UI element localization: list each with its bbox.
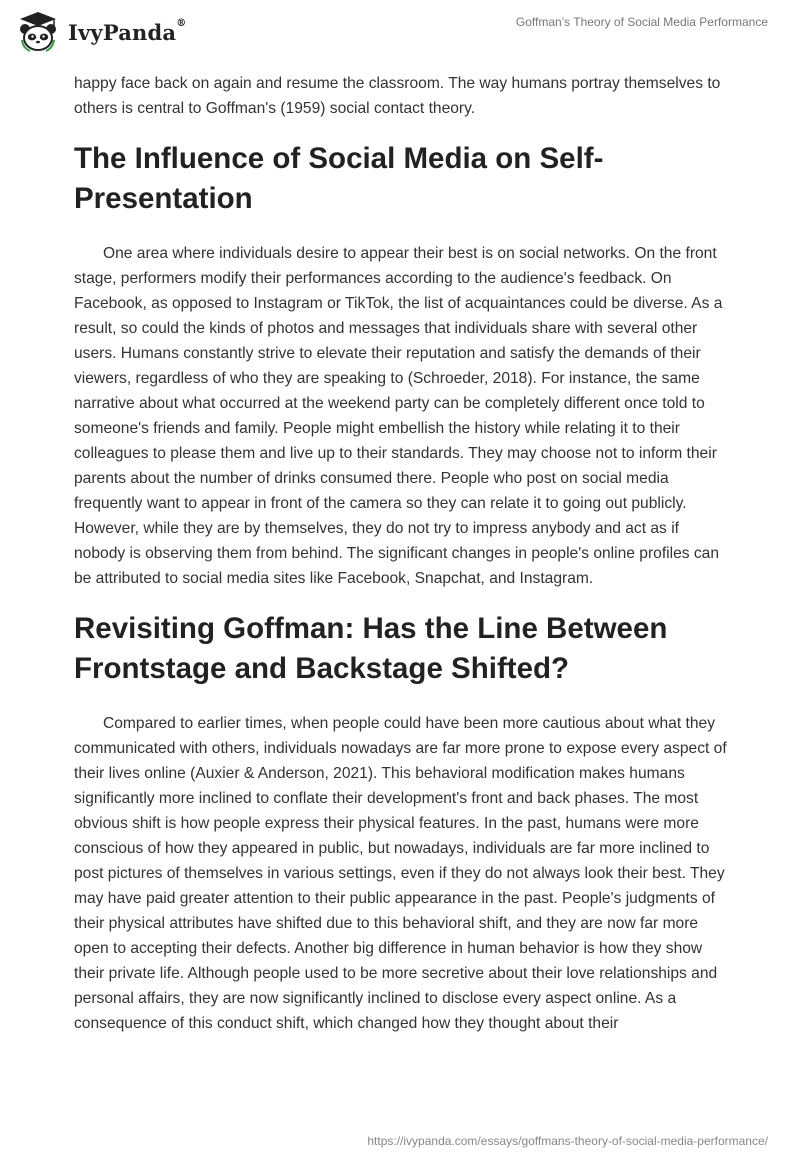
intro-paragraph: happy face back on again and resume the classroom. The way humans portray themselves to others is central to Goffman's (1959) social contact theory. xyxy=(74,75,721,117)
page-header xyxy=(0,0,800,70)
essay-content xyxy=(74,71,734,1036)
source-url[interactable]: https://ivypanda.com/essays/goffmans-theory-of-social-media-performance/ xyxy=(367,1134,768,1148)
brand-logo[interactable] xyxy=(16,10,186,54)
section-paragraph-revisiting: Compared to earlier times, when people could have been more cautious about what they communicated with others, individuals nowadays are far more prone to expose every aspect of their lives online (Auxier & Anderson, 2021). This behavioral modification makes humans significantly more inclined to conflate their development's front and back phases. The most obvious shift is how people express their physical features. In the past, humans were more conscious of how they appeared in public, but nowadays, individuals are far more inclined to post pictures of themselves in various settings, even if they do not always look their best. They may have paid greater attention to their public appearance in the past. People's judgments of their physical attributes have shifted due to this behavioral shift, and they are now far more open to accepting their defects. Another big difference in human behavior is how they show their private life. Although people used to be more secretive about their love relationships and personal affairs, they are now significantly inclined to disclose every aspect online. As a consequence of this conduct shift, which changed how they thought about their xyxy=(74,715,727,1032)
brand-name: IvyPanda® xyxy=(68,17,187,45)
document-title: Goffman’s Theory of Social Media Performance xyxy=(515,15,768,29)
panda-graduate-icon xyxy=(16,10,60,54)
section-paragraph-influence: One area where individuals desire to appear their best is on social networks. On the front stage, performers modify their performances according to the audience's feedback. On Facebook, as opposed to Instagram or TikTok, the list of acquaintances could be diverse. As a result, so could the kinds of photos and messages that individuals share with several other users. Humans constantly strive to elevate their reputation and satisfy the demands of their viewers, regardless of who they are speaking to (Schroeder, 2018). For instance, the same narrative about what occurred at the weekend party can be completely different once told to someone's friends and family. People might embellish the history while relating it to their colleagues to please them and live up to their standards. They may choose not to inform their parents about the number of drinks consumed there. People who post on social media frequently want to appear in front of the camera so they can relate it to going out publicly. However, while they are by themselves, they do not try to impress anybody and act as if nobody is observing them from behind. The significant changes in people's online profiles can be attributed to social media sites like Facebook, Snapchat, and Instagram. xyxy=(74,245,723,587)
section-heading-revisiting: Revisiting Goffman: Has the Line Between Frontstage and Backstage Shifted? xyxy=(74,612,668,685)
section-heading-influence: The Influence of Social Media on Self-Presentation xyxy=(74,142,604,215)
